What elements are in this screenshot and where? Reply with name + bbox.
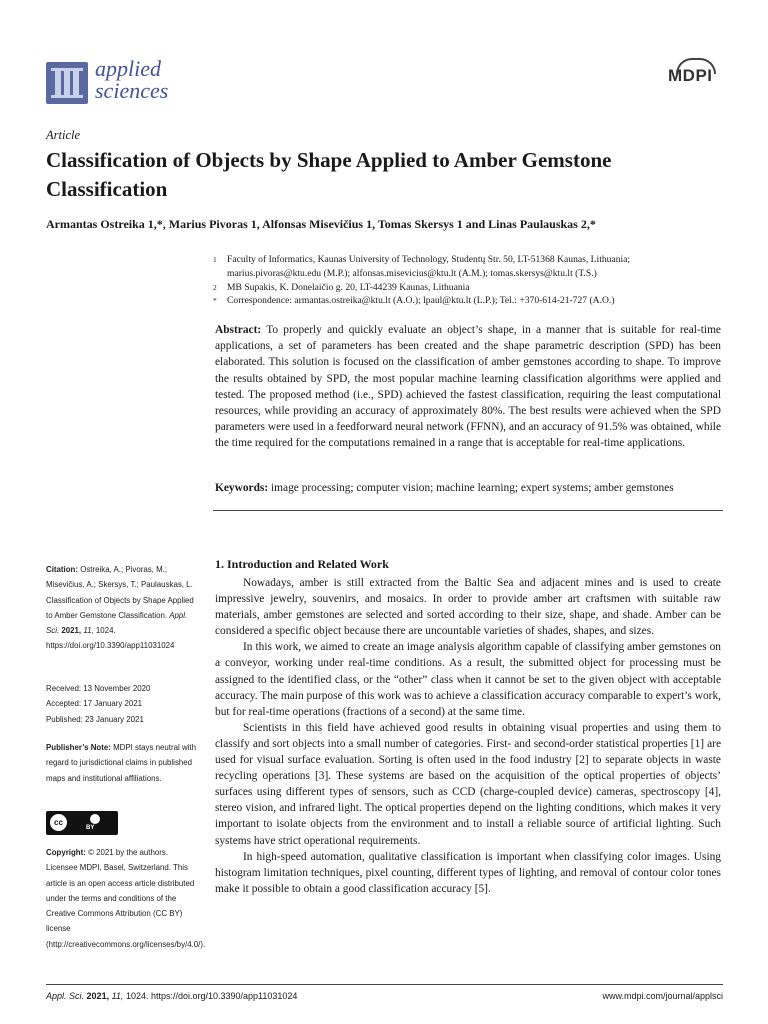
- abstract-text: To properly and quickly evaluate an object’s shape, in a manner that is suitable for real-time applications, a set of parameters has been created and the shape parametric description (SPD) has been elaborated. This solution is focused on the classification of amber gemstones according to shape. To improve the results obtained by SPD, the most popular machine learning classification algorithms were applied and tested. The proposed method (i.e., SPD) achieved the fastest classification, requiring the least computational resources, while providing an accuracy of approximately 80%. The best results were achieved when the SPD parameters were used in a feedforward neural network (FFNN), and an accuracy of 91.5% was obtained, while the time required for the computations remained in a range that is acceptable for real-time applications.: [215, 324, 721, 450]
- journal-logo: [46, 62, 88, 104]
- correspondence: * Correspondence: armantas.ostreika@ktu.lt (A.O.); lpaul@ktu.lt (L.P.); Tel.: +370-614-21-727 (A.O.): [213, 295, 615, 306]
- copyright-block: Copyright: © 2021 by the authors. Licensee MDPI, Basel, Switzerland. This article is an open access article distributed under the terms and conditions of the Creative Commons Attribution (CC BY) license (http://creativecommons.org/licenses/by/4.0/).: [46, 848, 206, 949]
- journal-url[interactable]: www.mdpi.com/journal/applsci: [602, 991, 723, 1001]
- article-type: Article: [46, 128, 81, 142]
- affiliation-2: 2 MB Supakis, K. Donelaičio g. 20, LT-44239 Kaunas, Lithuania: [213, 282, 470, 293]
- paragraph: In high-speed automation, qualitative classification is important when classifying color images. Using histogram limitation techniques, pixel counting, different types of lighting, and removal of contour color tones make it possible to obtain a good classification accuracy [5].: [215, 850, 721, 895]
- footer-citation: Appl. Sci. 2021, 11, 1024. https://doi.org/10.3390/app11031024: [46, 991, 298, 1001]
- paragraph: Nowadays, amber is still extracted from the Baltic Sea and adjacent mines and is used to create impressive jewelry, souvenirs, and mosaics. In order to provide amber art craftsmen with suitable raw materials, amber gemstones are selected and sorted according to their size, shape, and shade. Amber can be considered a specific object because there are uncountable varieties of shades, shapes, and sizes.: [215, 577, 721, 638]
- section-heading: 1. Introduction and Related Work: [215, 557, 389, 571]
- published-date: Published: 23 January 2021: [46, 714, 144, 724]
- abstract: [215, 322, 721, 452]
- affiliation-1: 1 Faculty of Informatics, Kaunas University of Technology, Studentų Str. 50, LT-51368 Kaunas, Lithuania;: [213, 254, 631, 265]
- accepted-date: Accepted: 17 January 2021: [46, 699, 143, 709]
- keywords-label: Keywords:: [215, 482, 269, 494]
- citation-block: Citation: Ostreika, A.; Pivoras, M.; Misevičius, A.; Skersys, T.; Paulauskas, L. Classification of Objects by Shape Applied to Amber Gemstone Classification. Appl. Sci. 2021, 11, 1024. https://doi.org/10.3390/app11031024: [46, 565, 194, 651]
- keywords: [215, 480, 721, 496]
- footer-divider: [46, 984, 723, 985]
- keywords-text: image processing; computer vision; machine learning; expert systems; amber gemstones: [271, 482, 674, 494]
- journal-name: applied sciences: [95, 56, 169, 103]
- attribution-icon: [90, 814, 100, 824]
- cc-icon: cc: [50, 814, 67, 831]
- section-body: [215, 575, 721, 897]
- paragraph: In this work, we aimed to create an image analysis algorithm capable of classifying amber gemstones on a conveyor, working under real-time conditions. As a result, the submitted object for processing must be assigned to the identified class, or the “other” class when it cannot be set to the given object with acceptable accuracy. The main purpose of this work was to achieve a classification accuracy comparable to expert’s work, but for real-time operations (fractions of a second) at the same time.: [215, 641, 721, 718]
- affiliation-1-emails: marius.pivoras@ktu.edu (M.P.); alfonsas.misevicius@ktu.lt (A.M.); tomas.skersys@ktu.lt (T.S.): [227, 268, 597, 279]
- author-list: Armantas Ostreika 1,*, Marius Pivoras 1, Alfonsas Misevičius 1, Tomas Skersys 1 and Linas Paulauskas 2,*: [46, 217, 596, 231]
- paper-title: Classification of Objects by Shape Applied to Amber Gemstone Classification: [46, 148, 612, 201]
- cc-by-license-badge[interactable]: cc BY: [46, 811, 118, 835]
- publisher-note: Publisher’s Note: MDPI stays neutral with regard to jurisdictional claims in published maps and institutional affiliations.: [46, 743, 196, 783]
- paragraph: Scientists in this field have achieved good results in obtaining visual properties and using them to classify and sort objects into a small number of categories. First- and second-order statistical properties [1] are used for visual surface evaluation. Sorting is often used in the food industry [2] to separate objects in waste recycling operations [3]. These systems are based on the acquisition of the optical properties of objects’ surfaces using different types of sensors, such as CCD (charge-coupled device) cameras, spectroscopy [4], stereo vision, and infrared light. The optical properties depend on the lighting conditions, which makes it very important to isolate objects from the environment and to install a reliable source of artificial lighting. Such systems have strict operational requirements.: [215, 721, 721, 847]
- abstract-label: Abstract:: [215, 324, 262, 336]
- received-date: Received: 13 November 2020: [46, 684, 151, 693]
- publisher-logo: MDPI: [668, 66, 713, 85]
- date-block: [46, 681, 198, 727]
- divider: [213, 510, 723, 511]
